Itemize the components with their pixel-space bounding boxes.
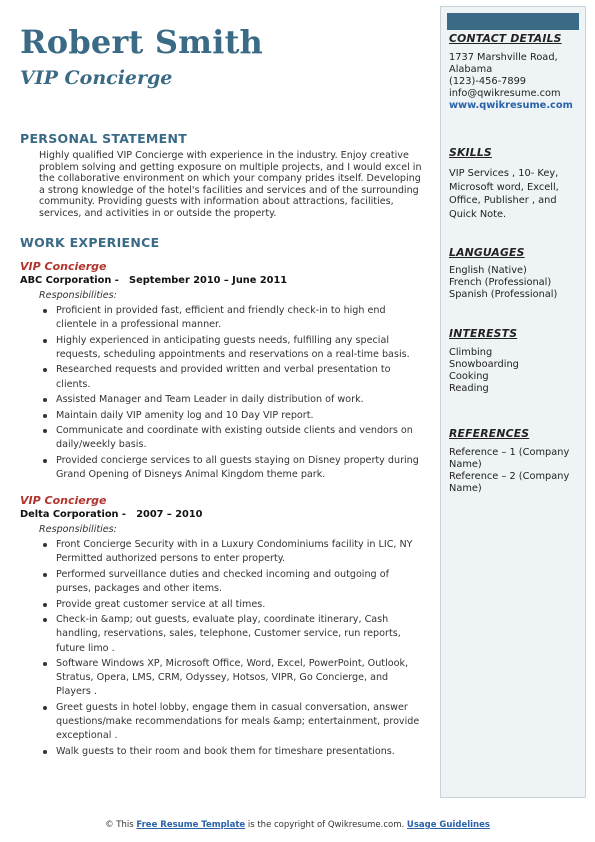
contact-section (449, 32, 581, 112)
personal-statement-heading: PERSONAL STATEMENT (20, 131, 188, 146)
job-company-dates: ABC Corporation - September 2010 – June 2011 (20, 275, 288, 286)
job-entry (20, 260, 422, 482)
responsibility-list (20, 304, 422, 482)
responsibility-item: Front Concierge Security with in a Luxury Condominiums facility in LIC, NY Permitted authorized persons to enter property. (56, 538, 422, 566)
main-column (20, 22, 422, 760)
responsibility-item: Walk guests to their room and book them for timeshare presentations. (56, 745, 422, 759)
responsibility-item: Communicate and coordinate with existing outside clients and vendors on daily/weekly basis. (56, 424, 422, 452)
email-address[interactable]: info@qwikresume.com (449, 88, 561, 99)
interest-item: Climbing (449, 347, 493, 358)
language-item: French (Professional) (449, 277, 552, 288)
responsibility-item: Maintain daily VIP amenity log and 10 Day VIP report. (56, 409, 422, 423)
work-experience-heading: WORK EXPERIENCE (20, 235, 160, 250)
responsibility-item: Researched requests and provided written and verbal presentation to clients. (56, 363, 422, 391)
work-experience-section (20, 235, 422, 759)
skills-text: VIP Services , 10- Key, Microsoft word, Excell, Office, Publisher , and Quick Note. (449, 168, 559, 220)
responsibility-list (20, 538, 422, 759)
reference-item: Reference – 1 (Company Name) (449, 447, 570, 470)
responsibility-item: Greet guests in hotel lobby, engage them in casual conversation, answer questions/make recommendations for meals &amp; entertainment, provide exceptional . (56, 701, 422, 744)
address-line: 1737 Marshville Road, (449, 52, 558, 63)
job-role: VIP Concierge (20, 260, 107, 273)
responsibilities-label: Responsibilities: (39, 524, 117, 536)
responsibility-item: Check-in &amp; out guests, evaluate play, coordinate itinerary, Cash handling, reservations, sales, telephone, Customer service, run reports, future limo . (56, 613, 422, 656)
candidate-name: Robert Smith (20, 23, 264, 61)
references-heading: REFERENCES (449, 427, 530, 440)
interests-section (449, 327, 581, 395)
footer (0, 820, 595, 831)
responsibility-item: Software Windows XP, Microsoft Office, Word, Excel, PowerPoint, Outlook, Stratus, Opera, LMS, CRM, Odyssey, Hotsos, VIPR, Go Concierge, and Players . (56, 657, 422, 700)
skills-section (449, 146, 581, 221)
personal-statement-text: Highly qualified VIP Concierge with experience in the industry. Enjoy creative problem solving and getting exposure on multiple projects, and I would excel in the collaborative environment on which your company prides itself. Developing a strong knowledge of the hotel's facilities and services and of the surrounding community. Providing guests with information about attractions, facilities, services, and activities in or outside the property. (39, 150, 422, 219)
interest-item: Cooking (449, 371, 489, 382)
responsibility-item: Provided concierge services to all guests staying on Disney property during Grand Opening of Disneys Animal Kingdom theme park. (56, 454, 422, 482)
phone-number: (123)-456-7899 (449, 76, 527, 87)
references-section (449, 427, 581, 495)
responsibility-item: Assisted Manager and Team Leader in daily distribution of work. (56, 393, 422, 407)
website-link[interactable]: www.qwikresume.com (449, 100, 573, 111)
job-company-dates: Delta Corporation - 2007 – 2010 (20, 509, 203, 521)
responsibility-item: Proficient in provided fast, efficient and friendly check-in to high end clientele in a professional manner. (56, 304, 422, 332)
footer-prefix: © This (105, 820, 137, 830)
languages-section (449, 246, 581, 301)
languages-heading: LANGUAGES (449, 246, 525, 259)
contact-heading: CONTACT DETAILS (449, 32, 562, 45)
responsibilities-label: Responsibilities: (39, 290, 117, 301)
candidate-job-title: VIP Concierge (20, 67, 173, 89)
free-resume-template-link[interactable]: Free Resume Template (136, 820, 246, 830)
interest-item: Snowboarding (449, 359, 519, 370)
sidebar-accent-bar (447, 13, 579, 30)
usage-guidelines-link[interactable]: Usage Guidelines (406, 820, 490, 830)
footer-copyright-text: is the copyright of Qwikresume.com. (245, 820, 407, 830)
responsibility-item: Highly experienced in anticipating guests needs, fulfilling any special requests, scheduling appointments and reservations on a real-time basis. (56, 334, 422, 362)
reference-item: Reference – 2 (Company Name) (449, 471, 570, 494)
skills-heading: SKILLS (449, 146, 492, 159)
sidebar (440, 6, 586, 798)
responsibility-item: Provide great customer service at all times. (56, 598, 422, 612)
language-item: Spanish (Professional) (449, 289, 558, 300)
interests-heading: INTERESTS (449, 327, 518, 340)
job-role: VIP Concierge (20, 494, 107, 508)
responsibility-item: Performed surveillance duties and checked incoming and outgoing of purses, packages and other items. (56, 568, 422, 596)
job-entry (20, 494, 422, 759)
interest-item: Reading (449, 383, 489, 394)
address-state: Alabama (449, 64, 493, 75)
language-item: English (Native) (449, 265, 527, 276)
personal-statement-section (20, 131, 422, 219)
